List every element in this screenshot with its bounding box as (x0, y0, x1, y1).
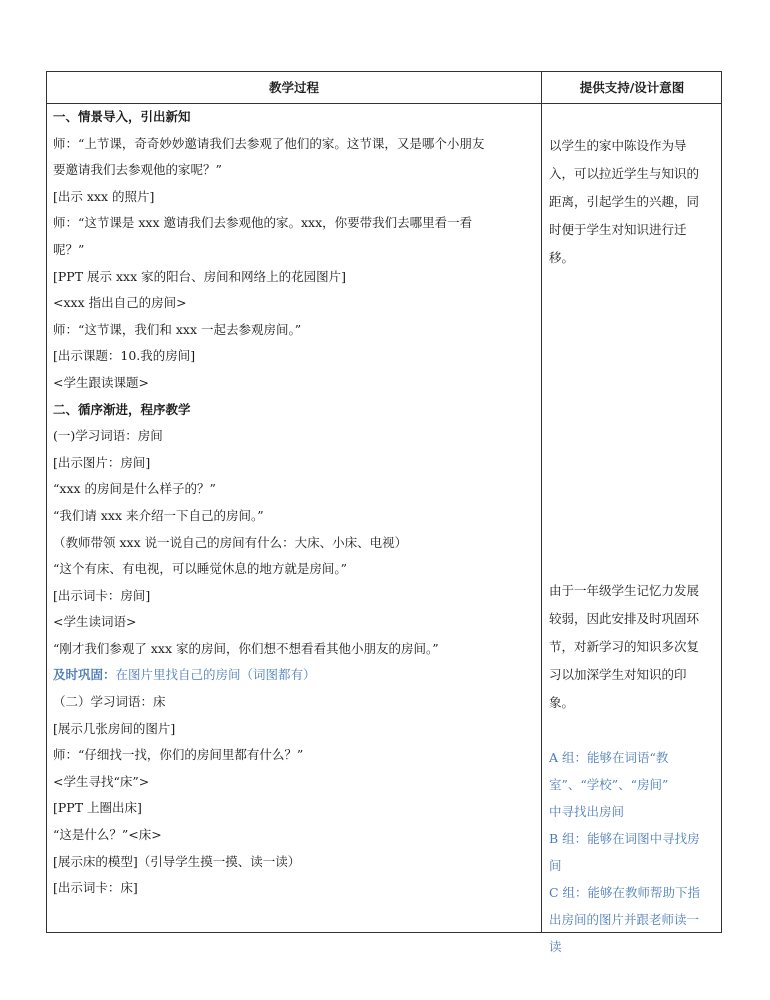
design-intent-line: 间 (549, 858, 562, 873)
process-line-segment: 在图片里找自己的房间（词图都有） (115, 667, 316, 683)
process-line: [出示词卡：房间] (53, 587, 151, 603)
design-intent-block-review (549, 577, 719, 717)
design-intent-line: 较弱，因此安排及时巩固环 (549, 611, 700, 626)
header-design-intent: 提供支持/设计意图 (579, 80, 685, 95)
header-teaching-process: 教学过程 (268, 80, 319, 95)
design-intent-block-intro (549, 132, 719, 272)
process-line: 师：“这节课，我们和 xxx 一起去参观房间。” (53, 321, 302, 337)
design-intent-line: 距离，引起学生的兴趣，同 (549, 194, 700, 209)
process-line: <学生跟读课题> (53, 374, 149, 390)
process-line: 师：“仔细找一找，你们的房间里都有什么？” (53, 747, 304, 763)
design-intent-line: C 组：能够在教师帮助下指 (549, 885, 701, 900)
process-line: “这是什么？”<床> (53, 827, 162, 843)
process-line: [出示 xxx 的照片] (53, 188, 155, 204)
process-line: “这个有床、有电视，可以睡觉休息的地方就是房间。” (53, 561, 348, 577)
process-line: [出示词卡：床] (53, 880, 138, 896)
process-line: “刚才我们参观了 xxx 家的房间，你们想不想看看其他小朋友的房间。” (53, 640, 439, 656)
process-line: “我们请 xxx 来介绍一下自己的房间。” (53, 507, 264, 523)
process-line: 要邀请我们去参观他的家呢？” (53, 162, 222, 178)
process-line: （二）学习词语：床 (53, 694, 166, 710)
process-line: 二、循序渐进，程序教学 (53, 401, 191, 417)
design-intent-line: 室”、“学校”、“房间” (549, 777, 669, 792)
process-line: 呢？” (53, 241, 85, 257)
process-line: <学生寻找“床”> (53, 773, 150, 789)
design-intent-line: 由于一年级学生记忆力发展 (549, 583, 700, 598)
design-intent-line: 中寻找出房间 (549, 804, 625, 819)
design-intent-line: A 组：能够在词语“教 (549, 750, 669, 765)
design-intent-line: 象。 (549, 695, 575, 710)
teaching-process-column (53, 104, 537, 902)
process-line: 师：“这节课是 xxx 邀请我们去参观他的家。xxx，你要带我们去哪里看一看 (53, 215, 473, 231)
process-line: (一)学习词语：房间 (53, 428, 163, 444)
design-intent-line: 读 (549, 939, 562, 954)
process-line: [PPT 上圈出床] (53, 800, 142, 816)
process-line (53, 662, 537, 689)
design-intent-line: 以学生的家中陈设作为导 (549, 138, 687, 153)
design-intent-line: 移。 (549, 250, 575, 265)
process-line: “xxx 的房间是什么样子的？” (53, 481, 216, 497)
process-line: [展示床的模型]（引导学生摸一摸、读一读） (53, 853, 301, 869)
design-intent-line: 时便于学生对知识进行迁 (549, 222, 687, 237)
design-intent-block-groups (549, 744, 719, 960)
process-line: 一、情景导入，引出新知 (53, 109, 191, 124)
process-line: <xxx 指出自己的房间> (53, 295, 187, 311)
column-divider (541, 72, 542, 932)
table-header-row (47, 72, 721, 104)
process-line: [出示图片：房间] (53, 454, 151, 470)
design-intent-line: 节，对新学习的知识多次复 (549, 639, 700, 654)
design-intent-line: 习以加深学生对知识的印 (549, 667, 687, 682)
process-line: （教师带领 xxx 说一说自己的房间有什么：大床、小床、电视） (53, 534, 408, 550)
process-line: [展示几张房间的图片] (53, 720, 176, 736)
process-line: [出示课题：10.我的房间] (53, 348, 196, 364)
design-intent-line: B 组：能够在词图中寻找房 (549, 831, 700, 846)
process-line-segment: 及时巩固： (53, 667, 116, 683)
process-line: 师：“上节课，奇奇妙妙邀请我们去参观了他们的家。这节课，又是哪个小朋友 (53, 135, 485, 151)
process-line: [PPT 展示 xxx 家的阳台、房间和网络上的花园图片] (53, 268, 346, 284)
process-line: <学生读词语> (53, 614, 137, 630)
lesson-table (46, 71, 722, 954)
design-intent-line: 出房间的图片并跟老师读一 (549, 912, 700, 927)
design-intent-line: 入，可以拉近学生与知识的 (549, 166, 700, 181)
